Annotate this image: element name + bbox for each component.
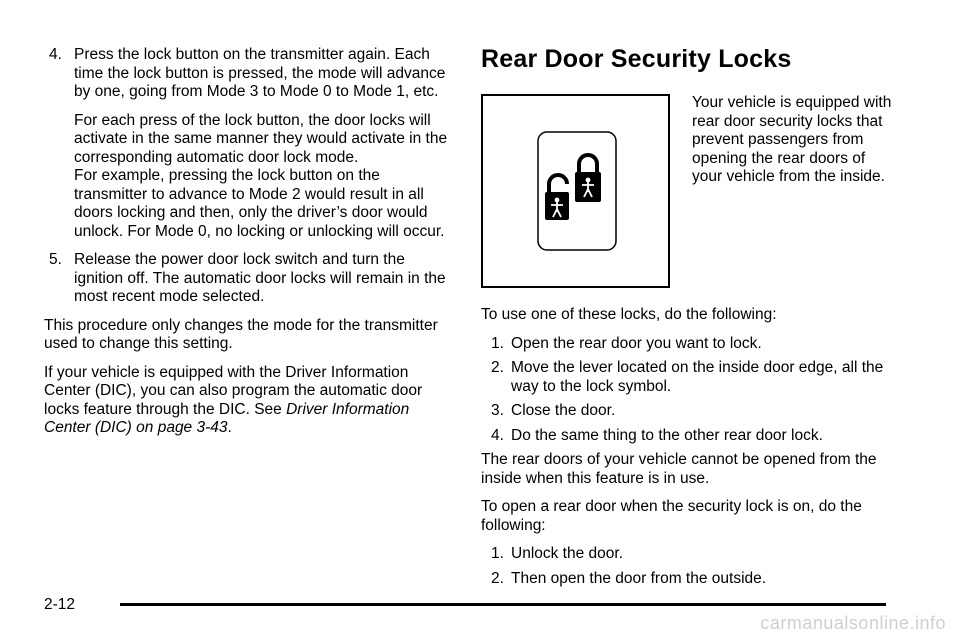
open-instructions-intro: To open a rear door when the security lock is on, do the following: [481, 498, 862, 534]
step-4 [44, 46, 454, 102]
list-item [481, 570, 911, 589]
list-item [481, 545, 911, 564]
step-text: Unlock the door. [511, 545, 624, 562]
watermark: carmanualsonline.info [760, 613, 946, 633]
list-item [481, 427, 911, 446]
lock-instructions-intro: To use one of these locks, do the following: [481, 306, 777, 323]
figure-caption: Your vehicle is equipped with rear door security locks that prevent passengers from opening the rear doors of your vehicle from the inside. [692, 94, 892, 185]
step-number: 2. [491, 359, 504, 376]
step-number: 4. [49, 46, 62, 63]
cannot-open-note: The rear doors of your vehicle cannot be opened from the inside when this feature is in use. [481, 451, 877, 487]
step-text: Then open the door from the outside. [511, 569, 767, 587]
page-number: 2-12 [44, 596, 76, 613]
unlocked-padlock-icon [545, 175, 569, 220]
step-4-detail-2: For example, pressing the lock button on the transmitter to advance to Mode 2 would result in all doors locking and then, only the driver’s door would unlock. For Mode 0, no locking or unlocking will occur. [74, 167, 445, 240]
step-number: 1. [491, 545, 504, 562]
dic-note [44, 364, 454, 438]
list-item [481, 335, 911, 354]
step-number: 4. [491, 426, 504, 444]
list-item [481, 359, 911, 396]
step-number: 5. [49, 251, 62, 268]
open-steps [481, 545, 911, 588]
step-text: Close the door. [511, 402, 616, 419]
dic-note-text: If your vehicle is equipped with the Driver Information Center (DIC), you can also program the automatic door locks feature through the DIC. See [44, 363, 423, 418]
locked-padlock-icon [575, 155, 601, 202]
list-item [481, 402, 911, 421]
dic-cross-reference-link[interactable]: Driver Information Center (DIC) on page 3-43 [44, 400, 410, 436]
step-4-detail-1: For each press of the lock button, the door locks will activate in the same manner they would activate in the corresponding automatic door lock mode. [74, 111, 448, 166]
step-number: 2. [491, 569, 504, 587]
lock-steps [481, 335, 911, 446]
step-text: Press the lock button on the transmitter again. Each time the lock button is pressed, the mode will advance by one, going from Mode 3 to Mode 0 to Mode 1, etc. [74, 46, 446, 100]
section-heading: Rear Door Security Locks [481, 45, 792, 73]
footer-rule [120, 603, 886, 606]
step-text: Open the rear door you want to lock. [511, 334, 762, 352]
right-column [481, 44, 911, 594]
rear-door-lock-symbol-icon [483, 96, 668, 286]
step-text: Move the lever located on the inside door edge, all the way to the lock symbol. [511, 359, 884, 395]
step-text: Do the same thing to the other rear door lock. [511, 426, 823, 444]
dic-note-end: . [227, 419, 232, 436]
figure-row [481, 94, 911, 288]
step-5 [44, 251, 454, 307]
lock-figure [481, 94, 670, 288]
left-column [44, 46, 454, 448]
procedure-note: This procedure only changes the mode for the transmitter used to change this setting. [44, 316, 438, 352]
step-number: 1. [491, 334, 504, 352]
step-text: Release the power door lock switch and turn the ignition off. The automatic door locks will remain in the most recent mode selected. [74, 251, 446, 305]
step-number: 3. [491, 402, 504, 419]
